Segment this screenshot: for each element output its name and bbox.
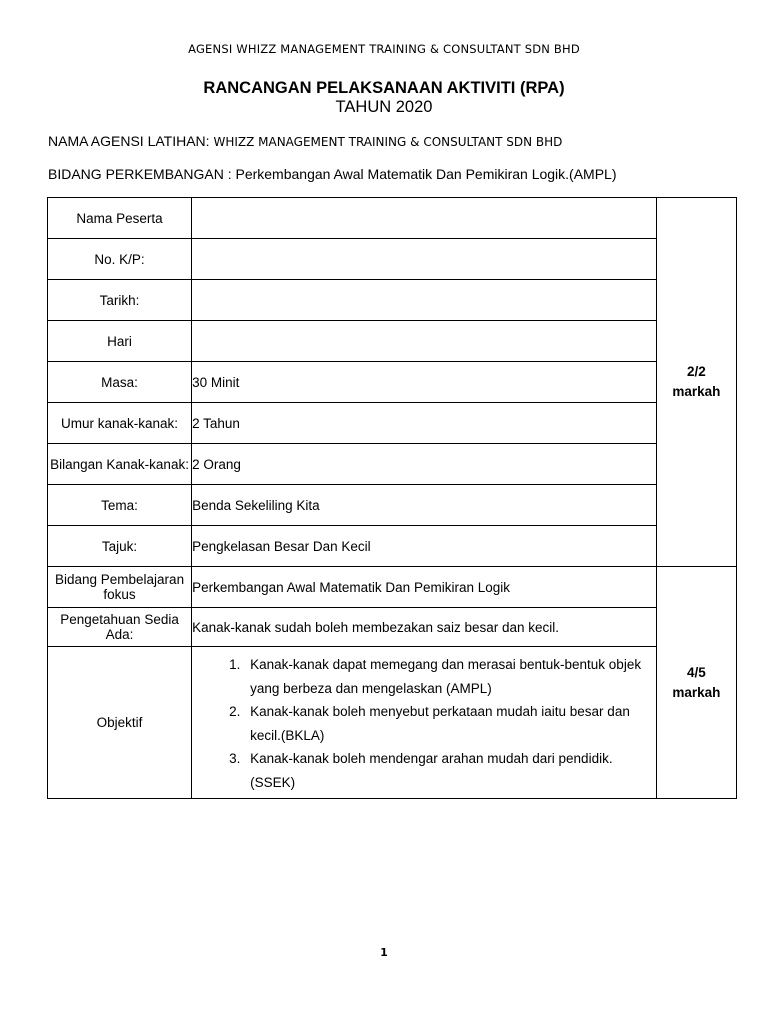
row-label: Bilangan Kanak-kanak: [48,444,192,485]
development-domain-value: Perkembangan Awal Matematik Dan Pemikiran Logik.(AMPL) [235,166,617,182]
agency-name-line [48,133,562,149]
agency-name-value: WHIZZ MANAGEMENT TRAINING & CONSULTANT SDN BHD [213,135,563,149]
row-value [192,321,657,362]
marks-unit: markah [672,684,721,700]
table-row [48,444,737,485]
objectives-cell [192,647,657,799]
table-row [48,403,737,444]
row-label: Objektif [48,647,192,799]
table-row [48,321,737,362]
row-value [192,280,657,321]
row-value: Kanak-kanak sudah boleh membezakan saiz besar dan kecil. [192,608,657,647]
development-domain-line [48,166,617,182]
row-value: 30 Minit [192,362,657,403]
rpa-table [47,197,737,799]
row-label: Hari [48,321,192,362]
agency-header: AGENSI WHIZZ MANAGEMENT TRAINING & CONSULTANT SDN BHD [188,42,580,56]
row-label: Nama Peserta [48,198,192,239]
row-label: Umur kanak-kanak: [48,403,192,444]
document-title: RANCANGAN PELAKSANAAN AKTIVITI (RPA) [203,79,565,97]
row-value: 2 Tahun [192,403,657,444]
agency-name-label: NAMA AGENSI LATIHAN: [48,133,214,149]
row-label: Tajuk: [48,526,192,567]
objective-item: 2. Kanak-kanak boleh menyebut perkataan mudah iaitu besar dan kecil.(BKLA) [244,700,648,747]
development-domain-label: BIDANG PERKEMBANGAN : [48,166,236,182]
table-row [48,362,737,403]
row-label: Masa: [48,362,192,403]
table-row [48,239,737,280]
table-row [48,647,737,799]
marks-cell-1 [656,198,736,567]
marks-score: 4/5 [687,664,706,680]
row-value: Perkembangan Awal Matematik Dan Pemikiran Logik [192,567,657,608]
objective-item: 3. Kanak-kanak boleh mendengar arahan mudah dari pendidik.(SSEK) [244,747,648,794]
row-value: 2 Orang [192,444,657,485]
row-label: Bidang Pembelajaran fokus [48,567,192,608]
objectives-list [192,647,656,798]
marks-unit: markah [672,384,721,399]
document-year: TAHUN 2020 [335,98,433,116]
row-label: Tema: [48,485,192,526]
marks-cell-2 [656,567,736,799]
table-row [48,567,737,608]
row-label: No. K/P: [48,239,192,280]
marks-score: 2/2 [687,364,706,379]
row-value [192,198,657,239]
row-label: Pengetahuan Sedia Ada: [48,608,192,647]
row-label: Tarikh: [48,280,192,321]
table-row [48,280,737,321]
row-value: Pengkelasan Besar Dan Kecil [192,526,657,567]
objective-item: 1. Kanak-kanak dapat memegang dan merasai bentuk-bentuk objek yang berbeza dan mengelaskan (AMPL) [244,653,648,700]
table-row [48,198,737,239]
table-row [48,608,737,647]
row-value: Benda Sekeliling Kita [192,485,657,526]
table-row [48,526,737,567]
page-number: 1 [380,946,388,959]
row-value [192,239,657,280]
table-row [48,485,737,526]
